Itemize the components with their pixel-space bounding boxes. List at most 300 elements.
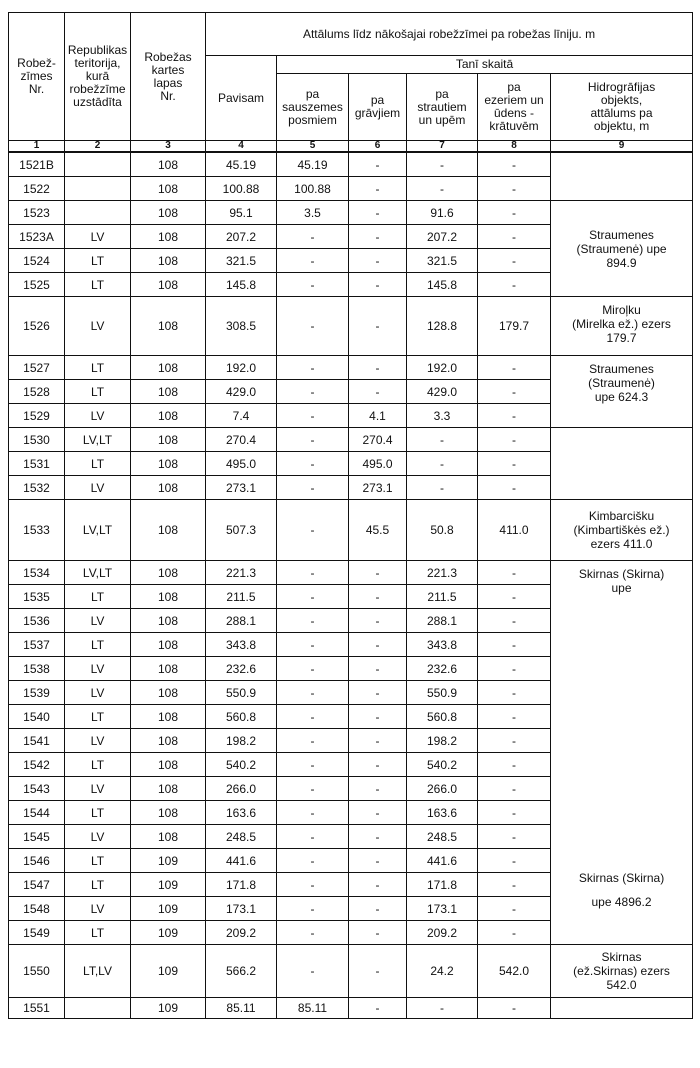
table-row: [9, 297, 693, 356]
header-line: pa: [370, 93, 385, 107]
total-cell: 85.11: [206, 998, 277, 1019]
header-line: Hidrogrāfijas: [587, 80, 656, 94]
lake-cell: -: [478, 201, 551, 225]
hydro-line: Kimbarcišku: [588, 509, 655, 523]
table-row: [9, 201, 693, 225]
land-cell: -: [277, 681, 349, 705]
total-cell: 429.0: [206, 380, 277, 404]
marker-nr-cell: 1547: [9, 873, 65, 897]
hydro-line: upe: [611, 581, 632, 595]
map-sheet-cell: 108: [131, 777, 206, 801]
total-cell: 163.6: [206, 801, 277, 825]
total-cell: 288.1: [206, 609, 277, 633]
republic-cell: LT: [65, 753, 131, 777]
stream-cell: 429.0: [407, 380, 478, 404]
lake-cell: -: [478, 561, 551, 585]
marker-nr-cell: 1524: [9, 249, 65, 273]
map-sheet-cell: 108: [131, 729, 206, 753]
header-line: objekts,: [600, 93, 643, 107]
ditch-cell: -: [349, 753, 407, 777]
ditch-cell: -: [349, 729, 407, 753]
stream-cell: 24.2: [407, 945, 478, 998]
hydro-line: Skirnas: [601, 950, 642, 964]
ditch-cell: -: [349, 201, 407, 225]
land-cell: -: [277, 657, 349, 681]
land-cell: -: [277, 873, 349, 897]
header-line: pa: [305, 86, 320, 101]
republic-cell: [65, 152, 131, 177]
marker-nr-cell: 1542: [9, 753, 65, 777]
marker-nr-cell: 1521B: [9, 152, 65, 177]
map-sheet-cell: 108: [131, 356, 206, 380]
header-line: kurā: [85, 69, 110, 83]
header-line: posmiem: [288, 112, 337, 127]
hydro-label-top: [553, 567, 690, 595]
stream-cell: 198.2: [407, 729, 478, 753]
land-cell: -: [277, 849, 349, 873]
map-sheet-cell: 108: [131, 633, 206, 657]
lake-cell: -: [478, 273, 551, 297]
lake-cell: -: [478, 681, 551, 705]
header-line: uzstādīta: [73, 95, 122, 109]
header-line: un upēm: [418, 112, 466, 127]
ditch-cell: -: [349, 273, 407, 297]
stream-cell: 163.6: [407, 801, 478, 825]
lake-cell: -: [478, 777, 551, 801]
lake-cell: -: [478, 380, 551, 404]
stream-cell: 207.2: [407, 225, 478, 249]
header-line: grāvjiem: [354, 106, 401, 120]
marker-nr-cell: 1523: [9, 201, 65, 225]
land-cell: -: [277, 729, 349, 753]
marker-nr-cell: 1539: [9, 681, 65, 705]
republic-cell: LT: [65, 380, 131, 404]
lake-cell: -: [478, 356, 551, 380]
republic-cell: LT: [65, 633, 131, 657]
lake-cell: -: [478, 177, 551, 201]
land-cell: -: [277, 356, 349, 380]
lake-cell: -: [478, 428, 551, 452]
header-line: robežzīme: [69, 82, 126, 96]
lake-cell: -: [478, 705, 551, 729]
land-cell: -: [277, 452, 349, 476]
land-cell: -: [277, 249, 349, 273]
republic-cell: [65, 998, 131, 1019]
total-cell: 221.3: [206, 561, 277, 585]
total-cell: 100.88: [206, 177, 277, 201]
hydro-line: (Mirelka ež.) ezers: [572, 317, 671, 331]
stream-cell: -: [407, 476, 478, 500]
header-line: ūdens -: [493, 106, 535, 120]
land-cell: 85.11: [277, 998, 349, 1019]
stream-cell: 550.9: [407, 681, 478, 705]
header-streams: [407, 74, 478, 141]
republic-cell: LV: [65, 297, 131, 356]
hydro-line: upe 624.3: [594, 390, 649, 404]
map-sheet-cell: 108: [131, 705, 206, 729]
ditch-cell: -: [349, 585, 407, 609]
total-cell: 198.2: [206, 729, 277, 753]
header-republic: [65, 13, 131, 141]
column-number: 7: [407, 141, 478, 153]
lake-cell: -: [478, 849, 551, 873]
column-number: 3: [131, 141, 206, 153]
marker-nr-cell: 1525: [9, 273, 65, 297]
column-number: 4: [206, 141, 277, 153]
table-row: [9, 998, 693, 1019]
republic-cell: LV: [65, 897, 131, 921]
republic-cell: LV: [65, 476, 131, 500]
column-number: 5: [277, 141, 349, 153]
stream-cell: 211.5: [407, 585, 478, 609]
table-row: [9, 428, 693, 452]
lake-cell: -: [478, 897, 551, 921]
lake-cell: 542.0: [478, 945, 551, 998]
map-sheet-cell: 108: [131, 249, 206, 273]
land-cell: -: [277, 428, 349, 452]
stream-cell: 192.0: [407, 356, 478, 380]
hydro-line: (Straumenė): [588, 376, 655, 390]
ditch-cell: -: [349, 249, 407, 273]
map-sheet-cell: 108: [131, 225, 206, 249]
column-number: 2: [65, 141, 131, 153]
ditch-cell: -: [349, 897, 407, 921]
table-row: [9, 561, 693, 585]
hydro-line: ezers 411.0: [590, 537, 653, 551]
header-marker-nr: [9, 13, 65, 141]
total-cell: 308.5: [206, 297, 277, 356]
header-lakes: [478, 74, 551, 141]
land-cell: -: [277, 225, 349, 249]
stream-cell: 343.8: [407, 633, 478, 657]
header-line: Nr.: [28, 82, 45, 96]
land-cell: -: [277, 404, 349, 428]
hydro-line: (Kimbartiškės ež.): [573, 523, 670, 537]
stream-cell: 540.2: [407, 753, 478, 777]
land-cell: 3.5: [277, 201, 349, 225]
map-sheet-cell: 108: [131, 801, 206, 825]
lake-cell: -: [478, 152, 551, 177]
ditch-cell: -: [349, 609, 407, 633]
republic-cell: LV,LT: [65, 428, 131, 452]
ditch-cell: -: [349, 380, 407, 404]
land-cell: -: [277, 897, 349, 921]
map-sheet-cell: 109: [131, 873, 206, 897]
table-row: [9, 500, 693, 561]
map-sheet-cell: 108: [131, 152, 206, 177]
header-line: zīmes: [20, 69, 53, 83]
header-line: pa strautiem: [417, 86, 467, 114]
marker-nr-cell: 1534: [9, 561, 65, 585]
total-cell: 192.0: [206, 356, 277, 380]
hydro-line: Miroļku: [602, 303, 641, 317]
land-cell: -: [277, 801, 349, 825]
land-cell: 45.19: [277, 152, 349, 177]
hydro-object-cell: [551, 500, 693, 561]
hydro-object-cell: [551, 945, 693, 998]
ditch-cell: -: [349, 152, 407, 177]
ditch-cell: -: [349, 681, 407, 705]
header-line: Nr.: [160, 88, 176, 103]
marker-nr-cell: 1531: [9, 452, 65, 476]
map-sheet-cell: 108: [131, 297, 206, 356]
republic-cell: LV,LT: [65, 500, 131, 561]
ditch-cell: 4.1: [349, 404, 407, 428]
table-row: [9, 356, 693, 380]
map-sheet-cell: 108: [131, 380, 206, 404]
republic-cell: LV: [65, 681, 131, 705]
marker-nr-cell: 1541: [9, 729, 65, 753]
lake-cell: -: [478, 825, 551, 849]
marker-nr-cell: 1549: [9, 921, 65, 945]
hydro-object-cell: [551, 561, 693, 945]
land-cell: -: [277, 825, 349, 849]
marker-nr-cell: 1548: [9, 897, 65, 921]
total-cell: 209.2: [206, 921, 277, 945]
land-cell: -: [277, 380, 349, 404]
total-cell: 266.0: [206, 777, 277, 801]
lake-cell: -: [478, 729, 551, 753]
marker-nr-cell: 1535: [9, 585, 65, 609]
border-distance-table: [8, 12, 693, 1019]
total-cell: 211.5: [206, 585, 277, 609]
ditch-cell: 45.5: [349, 500, 407, 561]
header-line: pa: [507, 80, 521, 94]
ditch-cell: -: [349, 777, 407, 801]
table-row: [9, 945, 693, 998]
marker-nr-cell: 1544: [9, 801, 65, 825]
total-cell: 441.6: [206, 849, 277, 873]
marker-nr-cell: 1550: [9, 945, 65, 998]
stream-cell: 266.0: [407, 777, 478, 801]
land-cell: -: [277, 561, 349, 585]
ditch-cell: -: [349, 849, 407, 873]
lake-cell: -: [478, 225, 551, 249]
map-sheet-cell: 109: [131, 849, 206, 873]
lake-cell: -: [478, 801, 551, 825]
ditch-cell: 270.4: [349, 428, 407, 452]
ditch-cell: -: [349, 297, 407, 356]
land-cell: -: [277, 921, 349, 945]
lake-cell: -: [478, 609, 551, 633]
ditch-cell: 495.0: [349, 452, 407, 476]
stream-cell: 221.3: [407, 561, 478, 585]
map-sheet-cell: 108: [131, 428, 206, 452]
marker-nr-cell: 1540: [9, 705, 65, 729]
land-cell: -: [277, 476, 349, 500]
lake-cell: 179.7: [478, 297, 551, 356]
column-number: 8: [478, 141, 551, 153]
header-line: lapas: [153, 75, 183, 90]
ditch-cell: -: [349, 825, 407, 849]
lake-cell: -: [478, 998, 551, 1019]
republic-cell: LV: [65, 404, 131, 428]
map-sheet-cell: 108: [131, 681, 206, 705]
marker-nr-cell: 1522: [9, 177, 65, 201]
stream-cell: 288.1: [407, 609, 478, 633]
header-line: kartes: [151, 62, 185, 77]
ditch-cell: -: [349, 225, 407, 249]
header-line: teritorija,: [74, 56, 121, 70]
column-number: 9: [551, 141, 693, 153]
header-line: Robež-: [17, 56, 56, 70]
marker-nr-cell: 1529: [9, 404, 65, 428]
republic-cell: LV: [65, 777, 131, 801]
total-cell: 550.9: [206, 681, 277, 705]
lake-cell: 411.0: [478, 500, 551, 561]
ditch-cell: -: [349, 657, 407, 681]
stream-cell: 173.1: [407, 897, 478, 921]
republic-cell: LV: [65, 225, 131, 249]
total-cell: 232.6: [206, 657, 277, 681]
stream-cell: -: [407, 452, 478, 476]
marker-nr-cell: 1532: [9, 476, 65, 500]
hydro-line: (ež.Skirnas) ezers: [573, 964, 670, 978]
map-sheet-cell: 108: [131, 609, 206, 633]
column-number: 1: [9, 141, 65, 153]
map-sheet-cell: 109: [131, 921, 206, 945]
land-cell: -: [277, 297, 349, 356]
header-line: attālums pa: [590, 106, 653, 120]
header-line: Robežas: [144, 49, 192, 64]
map-sheet-cell: 108: [131, 201, 206, 225]
republic-cell: LV: [65, 729, 131, 753]
total-cell: 95.1: [206, 201, 277, 225]
header-subgroup: Tanī skaitā: [277, 56, 693, 74]
republic-cell: LT,LV: [65, 945, 131, 998]
total-cell: 566.2: [206, 945, 277, 998]
republic-cell: LT: [65, 849, 131, 873]
lake-cell: -: [478, 476, 551, 500]
map-sheet-cell: 108: [131, 476, 206, 500]
marker-nr-cell: 1528: [9, 380, 65, 404]
land-cell: -: [277, 633, 349, 657]
ditch-cell: -: [349, 921, 407, 945]
ditch-cell: -: [349, 801, 407, 825]
map-sheet-cell: 108: [131, 500, 206, 561]
total-cell: 507.3: [206, 500, 277, 561]
hydro-line: Skirnas (Skirna): [578, 567, 665, 581]
ditch-cell: -: [349, 561, 407, 585]
stream-cell: 171.8: [407, 873, 478, 897]
republic-cell: LV: [65, 657, 131, 681]
stream-cell: -: [407, 177, 478, 201]
lake-cell: -: [478, 404, 551, 428]
map-sheet-cell: 109: [131, 998, 206, 1019]
republic-cell: LT: [65, 705, 131, 729]
map-sheet-cell: 108: [131, 404, 206, 428]
header-total: Pavisam: [206, 56, 277, 141]
marker-nr-cell: 1527: [9, 356, 65, 380]
lake-cell: -: [478, 633, 551, 657]
stream-cell: 3.3: [407, 404, 478, 428]
ditch-cell: -: [349, 945, 407, 998]
hydro-object-cell: [551, 201, 693, 297]
marker-nr-cell: 1533: [9, 500, 65, 561]
hydro-line: 542.0: [606, 978, 637, 992]
stream-cell: 145.8: [407, 273, 478, 297]
republic-cell: LT: [65, 801, 131, 825]
hydro-object-cell: [551, 998, 693, 1019]
header-hydro: [551, 74, 693, 141]
total-cell: 248.5: [206, 825, 277, 849]
lake-cell: -: [478, 873, 551, 897]
total-cell: 273.1: [206, 476, 277, 500]
land-cell: -: [277, 273, 349, 297]
hydro-object-cell: [551, 297, 693, 356]
map-sheet-cell: 108: [131, 452, 206, 476]
stream-cell: 50.8: [407, 500, 478, 561]
republic-cell: LV: [65, 825, 131, 849]
hydro-label-bottom: [553, 871, 690, 909]
total-cell: 321.5: [206, 249, 277, 273]
header-line: Republikas: [67, 43, 128, 57]
republic-cell: LT: [65, 921, 131, 945]
map-sheet-cell: 108: [131, 825, 206, 849]
hydro-line: 179.7: [606, 331, 637, 345]
republic-cell: LT: [65, 452, 131, 476]
marker-nr-cell: 1526: [9, 297, 65, 356]
total-cell: 171.8: [206, 873, 277, 897]
stream-cell: -: [407, 428, 478, 452]
republic-cell: LT: [65, 873, 131, 897]
hydro-object-cell: [551, 428, 693, 500]
land-cell: 100.88: [277, 177, 349, 201]
lake-cell: -: [478, 452, 551, 476]
table-body: [9, 152, 693, 1019]
hydro-line: Straumenes: [589, 227, 654, 242]
stream-cell: 441.6: [407, 849, 478, 873]
map-sheet-cell: 108: [131, 585, 206, 609]
stream-cell: 209.2: [407, 921, 478, 945]
total-cell: 45.19: [206, 152, 277, 177]
marker-nr-cell: 1537: [9, 633, 65, 657]
marker-nr-cell: 1543: [9, 777, 65, 801]
hydro-line: 894.9: [606, 255, 637, 270]
ditch-cell: -: [349, 633, 407, 657]
republic-cell: LT: [65, 273, 131, 297]
marker-nr-cell: 1530: [9, 428, 65, 452]
map-sheet-cell: 108: [131, 753, 206, 777]
land-cell: -: [277, 705, 349, 729]
republic-cell: LV,LT: [65, 561, 131, 585]
header-line: ezeriem un: [484, 93, 544, 107]
total-cell: 540.2: [206, 753, 277, 777]
land-cell: -: [277, 753, 349, 777]
marker-nr-cell: 1523A: [9, 225, 65, 249]
marker-nr-cell: 1546: [9, 849, 65, 873]
map-sheet-cell: 108: [131, 561, 206, 585]
ditch-cell: -: [349, 177, 407, 201]
header-land: [277, 74, 349, 141]
table-row: [9, 152, 693, 177]
lake-cell: -: [478, 249, 551, 273]
lake-cell: -: [478, 657, 551, 681]
ditch-cell: 273.1: [349, 476, 407, 500]
header-line: krātuvēm: [489, 119, 539, 133]
total-cell: 560.8: [206, 705, 277, 729]
header-map-sheet: [131, 13, 206, 141]
hydro-object-cell: [551, 356, 693, 428]
column-number: 6: [349, 141, 407, 153]
total-cell: 495.0: [206, 452, 277, 476]
map-sheet-cell: 108: [131, 273, 206, 297]
marker-nr-cell: 1551: [9, 998, 65, 1019]
total-cell: 207.2: [206, 225, 277, 249]
marker-nr-cell: 1536: [9, 609, 65, 633]
ditch-cell: -: [349, 998, 407, 1019]
map-sheet-cell: 108: [131, 657, 206, 681]
